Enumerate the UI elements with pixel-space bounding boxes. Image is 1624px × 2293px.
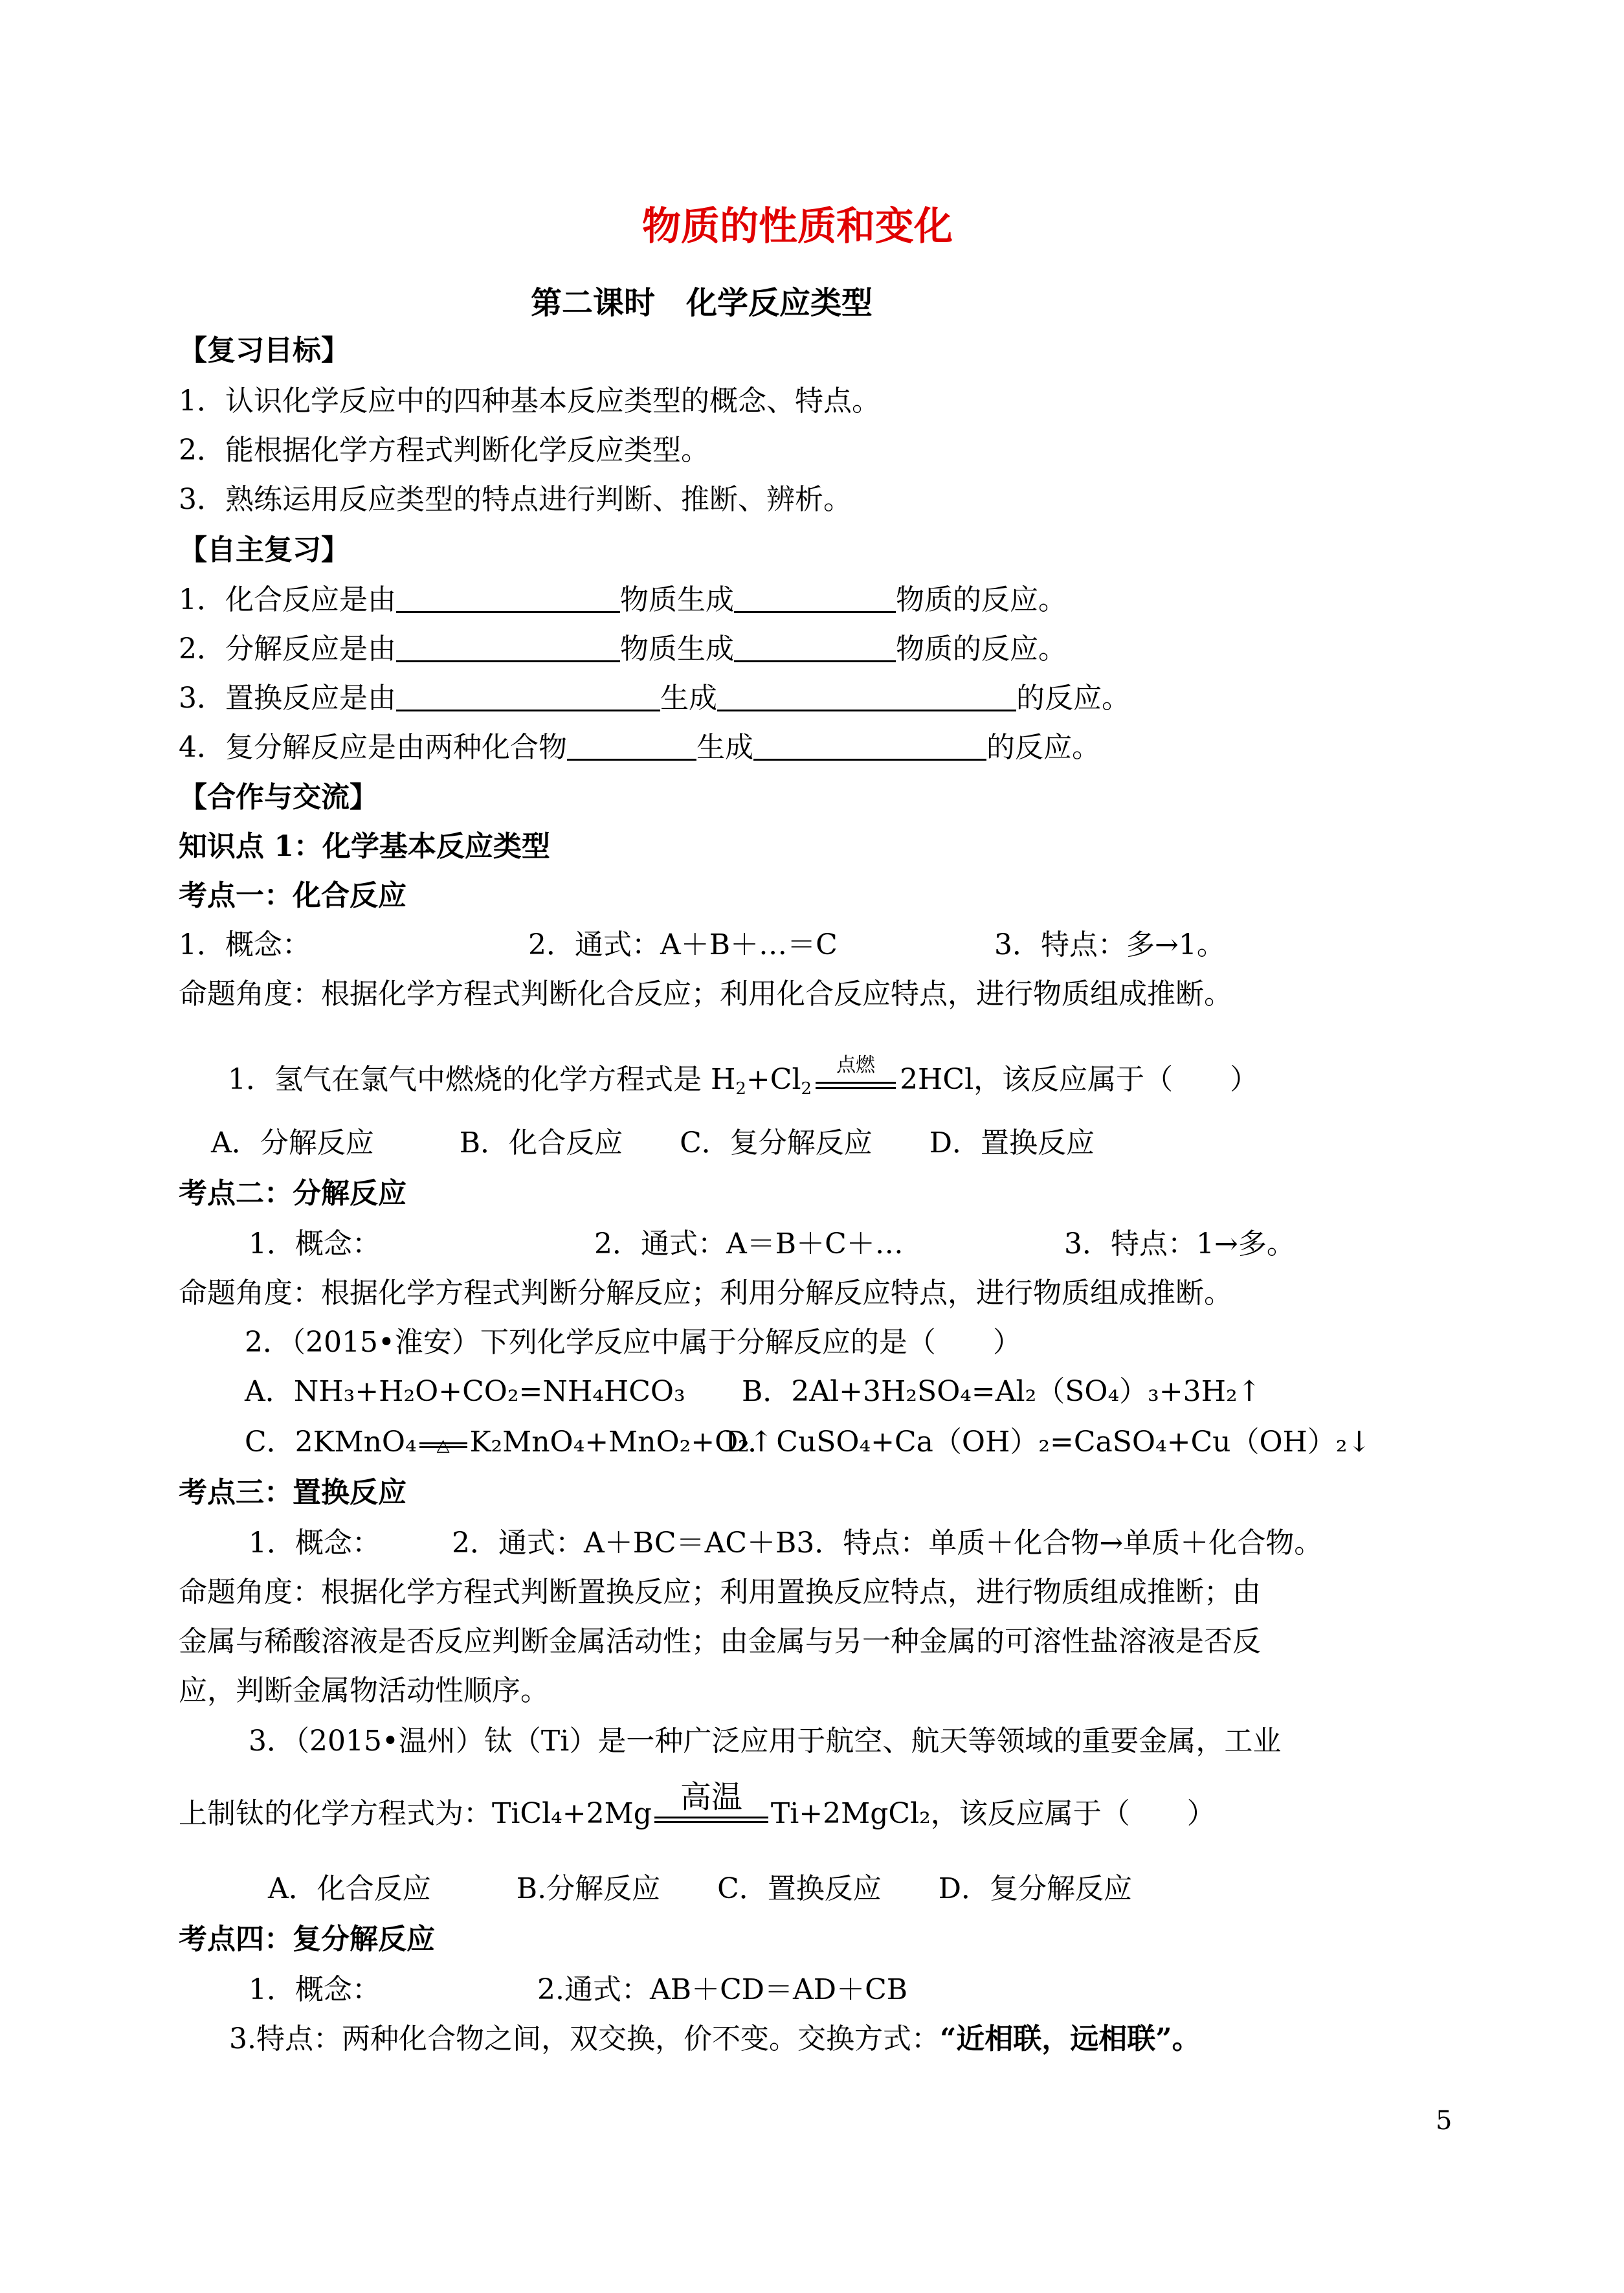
blank-field[interactable] [734,585,896,613]
goal-line-1: 1．认识化学反应中的四种基本反应类型的概念、特点。 [179,385,880,418]
k3-angle-line-2: 金属与稀酸溶液是否反应判断金属活动性；由金属与另一种金属的可溶性盐溶液是否反 [179,1625,1261,1658]
fill-question-1 [179,585,1067,614]
fill-q3-text-c: 的反应。 [1016,682,1130,715]
fill-q4-text-c: 的反应。 [986,731,1100,764]
k1-general-formula: 2．通式：A＋B＋…＝C [528,928,838,961]
fill-q2-text-b: 物质生成 [620,632,734,666]
fill-q1-text-b: 物质生成 [620,583,734,616]
fill-question-2 [179,634,1067,664]
k3-question-3-line-1: 3．（2015•温州）钛（Ti）是一种广泛应用于航空、航天等领域的重要金属，工业 [249,1725,1282,1758]
k2-option-c [245,1428,773,1457]
blank-field[interactable] [567,733,696,761]
blank-field[interactable] [396,634,620,662]
k1-options: A．分解反应 B．化合反应 C．复分解反应 D．置换反应 [211,1126,1095,1159]
k2-feature: 3．特点：1→多。 [1064,1227,1295,1260]
page-title: 物质的性质和变化 [642,204,953,249]
k2-question-2: 2．（2015•淮安）下列化学反应中属于分解反应的是（ ） [245,1326,1021,1359]
k2-option-a: A．NH₃+H₂O+CO₂=NH₄HCO₃ [245,1375,685,1408]
section-self-review: 【自主复习】 [179,533,350,566]
k3-q-text: Ti+2MgCl₂，该反应属于（ ） [770,1797,1216,1830]
k2-general-formula: 2．通式：A＝B＋C＋… [594,1227,904,1260]
condition-label: △ [436,1436,450,1455]
page-number: 5 [1436,2106,1452,2136]
section-review-goals: 【复习目标】 [179,334,350,367]
fill-q4-text-b: 生成 [696,731,753,764]
condition-label: 点燃 [836,1054,876,1077]
fill-q1-text-a: 1．化合反应是由 [179,583,396,616]
k4-exchange-mode: “近相联，远相联”。 [939,2022,1201,2055]
subscript: 2 [735,1079,746,1099]
k2-concept: 1．概念： [249,1227,381,1260]
fill-question-4 [179,733,1100,762]
condition-label: 高温 [680,1779,742,1815]
goal-line-3: 3．熟练运用反应类型的特点进行判断、推断、辨析。 [179,483,852,516]
k3-line-1: 1．概念： 2．通式：A＋BC＝AC＋B3．特点：单质＋化合物→单质＋化合物。 [249,1527,1323,1560]
blank-field[interactable] [396,684,660,711]
k3-options: A．化合反应 B.分解反应 C．置换反应 D．复分解反应 [268,1872,1133,1905]
k3-question-3-line-2 [179,1779,1216,1830]
k2-question-angle: 命题角度：根据化学方程式判断分解反应；利用分解反应特点，进行物质组成推断。 [179,1277,1232,1310]
page-subtitle: 第二课时 化学反应类型 [531,285,873,321]
k1-q-text: 1．氢气在氯气中燃烧的化学方程式是 H [228,1063,736,1096]
k1-concept: 1．概念： [179,928,311,961]
k4-line-1: 1．概念： 2.通式：AB＋CD＝AD＋CB [249,1973,908,2006]
k4-line-2 [229,2022,1201,2055]
equals-bar [654,1817,768,1823]
fill-q2-text-a: 2．分解反应是由 [179,632,396,666]
section-cooperation: 【合作与交流】 [179,781,378,814]
k3-q-text: 上制钛的化学方程式为：TiCl₄+2Mg [179,1797,652,1830]
k1-q-text: +Cl [746,1063,801,1096]
k1-feature: 3．特点：多→1。 [994,928,1225,961]
fill-question-3 [179,684,1130,713]
subscript: 2 [801,1079,812,1099]
exam-point-3-heading: 考点三：置换反应 [179,1476,406,1509]
k1-question-angle: 命题角度：根据化学方程式判断化合反应；利用化合反应特点，进行物质组成推断。 [179,978,1232,1011]
k2-option-b: B．2Al+3H₂SO₄=Al₂（SO₄）₃+3H₂↑ [742,1375,1262,1408]
equals-bar [816,1082,896,1089]
blank-field[interactable] [753,733,986,761]
blank-field[interactable] [396,585,620,613]
goal-line-2: 2．能根据化学方程式判断化学反应类型。 [179,434,709,467]
exam-point-2-heading: 考点二：分解反应 [179,1177,406,1210]
k2-option-c-text: C．2KMnO₄ [245,1426,417,1459]
k2-option-c-text: K₂MnO₄+MnO₂+O₂↑ [469,1426,773,1459]
blank-field[interactable] [717,684,1016,711]
fill-q4-text-a: 4．复分解反应是由两种化合物 [179,731,567,764]
knowledge-point-1: 知识点 1：化学基本反应类型 [179,830,550,863]
blank-field[interactable] [734,634,896,662]
exam-point-1-heading: 考点一：化合反应 [179,879,406,912]
fill-q1-text-c: 物质的反应。 [896,583,1067,616]
reaction-condition [816,1054,896,1089]
fill-q2-text-c: 物质的反应。 [896,632,1067,666]
k2-option-d: D．CuSO₄+Ca（OH）₂=CaSO₄+Cu（OH）₂↓ [725,1426,1372,1459]
k3-angle-line-1: 命题角度：根据化学方程式判断置换反应；利用置换反应特点，进行物质组成推断；由 [179,1576,1261,1609]
k4-feature-text: 3.特点：两种化合物之间，双交换，价不变。交换方式： [229,2022,940,2055]
fill-q3-text-b: 生成 [660,682,717,715]
exam-point-4-heading: 考点四：复分解反应 [179,1923,435,1956]
k1-question-1 [228,1054,1259,1099]
fill-q3-text-a: 3．置换反应是由 [179,682,396,715]
k1-q-text: 2HCl，该反应属于（ ） [900,1063,1259,1096]
k3-angle-line-3: 应，判断金属物活动性顺序。 [179,1674,549,1707]
